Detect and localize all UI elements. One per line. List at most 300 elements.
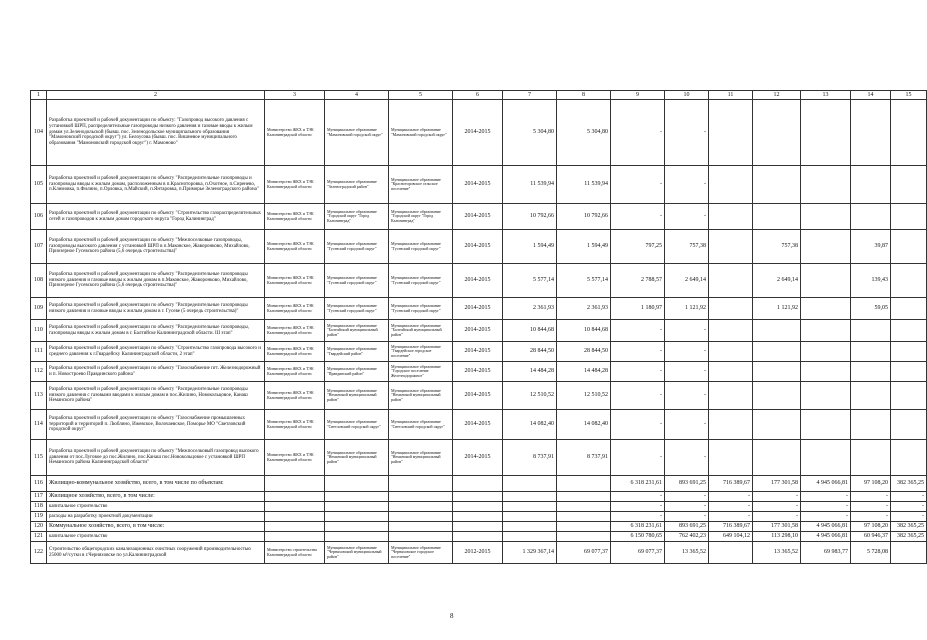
responsible-party-cell: Муниципальное образование "Гусевский городской округ"	[389, 230, 453, 264]
responsible-party-cell: Муниципальное образование "Черняховское городское поселение"	[389, 542, 453, 564]
object-description-cell: Разработка проектной и рабочей документации по объекту "Распределительные газопроводы низкого давления и газовые вводы к жилым домам в п.Маковское, Жаворонково, Михайлово, Приозерное Гусевского района (5,6 очередь строительства)"	[47, 264, 265, 298]
amount-cell	[557, 532, 611, 542]
amount-cell: 1 594,49	[557, 230, 611, 264]
row-number-cell: 113	[31, 382, 47, 410]
table-row	[31, 512, 927, 522]
responsible-party-cell: Муниципальное образование "Неманский муниципальный район"	[325, 440, 389, 476]
amount-cell	[557, 502, 611, 512]
responsible-party-cell: Муниципальное образование "Черняховский муниципальный район"	[325, 542, 389, 564]
object-description-cell: Разработка проектной и рабочей документации по объекту "Распределительные газопроводы и газопроводы вводы к жилым домам, расположенным в п.Красноторовка, п.Охотное, п.Сиренево, п.Климовка, п.Филино, п.Орловка, п.Майский, п.Янтаровка, п.Приморье Зеленоградского района"	[47, 166, 265, 204]
amount-cell	[801, 264, 851, 298]
amount-cell: 4 945 066,81	[801, 476, 851, 492]
object-description-cell: капитальное строительство	[47, 502, 265, 512]
responsible-party-cell	[389, 532, 453, 542]
amount-cell: 10 792,66	[503, 204, 557, 230]
table-body	[31, 91, 927, 564]
period-cell: 2014-2015	[453, 342, 503, 362]
amount-cell: -	[665, 166, 709, 204]
responsible-party-cell: Министерство строительства Калининградской области	[265, 542, 325, 564]
period-cell: 2014-2015	[453, 440, 503, 476]
responsible-party-cell: Министерство ЖКХ и ТЭК Калининградской области	[265, 382, 325, 410]
responsible-party-cell: Министерство ЖКХ и ТЭК Калининградской области	[265, 264, 325, 298]
period-cell: 2014-2015	[453, 100, 503, 166]
amount-cell	[801, 320, 851, 342]
row-number-cell: 109	[31, 298, 47, 320]
amount-cell	[801, 230, 851, 264]
amount-cell: 893 691,25	[665, 522, 709, 532]
responsible-party-cell	[389, 492, 453, 502]
amount-cell: 13 365,52	[665, 542, 709, 564]
amount-cell: -	[665, 204, 709, 230]
responsible-party-cell	[325, 522, 389, 532]
amount-cell: 14 484,28	[503, 362, 557, 382]
amount-cell	[709, 204, 753, 230]
responsible-party-cell: Муниципальное образование "Гусевский городской округ"	[325, 264, 389, 298]
amount-cell: 757,38	[753, 230, 801, 264]
amount-cell: 10 844,68	[503, 320, 557, 342]
amount-cell: -	[753, 512, 801, 522]
responsible-party-cell	[325, 492, 389, 502]
responsible-party-cell	[389, 502, 453, 512]
responsible-party-cell	[389, 512, 453, 522]
period-cell	[453, 522, 503, 532]
amount-cell: 1 594,49	[503, 230, 557, 264]
object-description-cell: Строительство общегородских канализационных очистных сооружений производительностью 25000 м³/сутки в г.Черняховске по ул.Калининградской	[47, 542, 265, 564]
amount-cell	[753, 382, 801, 410]
amount-cell: -	[851, 512, 891, 522]
amount-cell	[801, 298, 851, 320]
amount-cell: -	[611, 440, 665, 476]
table-row	[31, 522, 927, 532]
amount-cell	[801, 362, 851, 382]
responsible-party-cell: Министерство ЖКХ и ТЭК Калининградской области	[265, 230, 325, 264]
column-number-cell: 7	[503, 91, 557, 100]
amount-cell	[709, 342, 753, 362]
header-row	[31, 91, 927, 100]
object-description-cell: Разработка проектной и рабочей документации по объекту "Газоснабжение промышленных территорий и территорий п. Люблино, Ижевское, Волочаевское, Поморье МО "Светловский городской округ"	[47, 410, 265, 440]
period-cell: 2014-2015	[453, 320, 503, 342]
amount-cell	[891, 320, 927, 342]
row-number-cell: 108	[31, 264, 47, 298]
responsible-party-cell: Муниципальное образование "Правдинский район"	[325, 362, 389, 382]
amount-cell: 6 318 231,61	[611, 522, 665, 532]
amount-cell: -	[611, 502, 665, 512]
amount-cell: -	[665, 502, 709, 512]
amount-cell	[891, 342, 927, 362]
amount-cell: 14 484,28	[557, 362, 611, 382]
amount-cell	[851, 100, 891, 166]
amount-cell	[891, 100, 927, 166]
amount-cell: 11 539,94	[503, 166, 557, 204]
responsible-party-cell	[265, 476, 325, 492]
row-number-cell: 120	[31, 522, 47, 532]
object-description-cell: Разработка проектной и рабочей документации по объекту "Строительство газопровода высокого и среднего давления к г.Гвардейску Калининградской области, 2 этап"	[47, 342, 265, 362]
row-number-cell: 118	[31, 502, 47, 512]
amount-cell: 11 539,94	[557, 166, 611, 204]
row-number-cell: 115	[31, 440, 47, 476]
amount-cell: 893 691,25	[665, 476, 709, 492]
table-row	[31, 342, 927, 362]
amount-cell: -	[665, 100, 709, 166]
amount-cell: -	[611, 100, 665, 166]
amount-cell: 716 389,67	[709, 476, 753, 492]
responsible-party-cell: Муниципальное образование "Красноторовское сельское поселение"	[389, 166, 453, 204]
amount-cell: 1 121,92	[753, 298, 801, 320]
object-description-cell: Разработка проектной и рабочей документации по объекту "Межпоселковые газопроводы, газопроводы высокого давления с установкой ШРП в п.Маковское, Жаворонково, Михайлово, Приозерное Гусевского района (5,6 очередь строительства)"	[47, 230, 265, 264]
amount-cell: -	[753, 492, 801, 502]
amount-cell: 1 121,92	[665, 298, 709, 320]
responsible-party-cell: Министерство ЖКХ и ТЭК Калининградской области	[265, 362, 325, 382]
amount-cell: 97 108,20	[851, 522, 891, 532]
table-row	[31, 440, 927, 476]
amount-cell	[851, 362, 891, 382]
amount-cell: -	[709, 502, 753, 512]
responsible-party-cell: Муниципальное образование "Гусевский городской округ"	[325, 298, 389, 320]
amount-cell: 139,43	[851, 264, 891, 298]
amount-cell: 382 365,25	[891, 532, 927, 542]
object-description-cell: Разработка проектной и рабочей документации по объекту "Газоснабжение пгт. Железнодорожный и п. Новостроево Правдинского района"	[47, 362, 265, 382]
amount-cell	[851, 382, 891, 410]
responsible-party-cell: Муниципальное образование "Гусевский городской округ"	[389, 298, 453, 320]
amount-cell	[709, 320, 753, 342]
amount-cell	[557, 476, 611, 492]
object-description-cell: Разработка проектной и рабочей документации по объекту "Распределительные газопроводы низкого давления с газовыми вводами к жилым домам в пос.Жилино, Новокольцовое, Канаш Неманского района"	[47, 382, 265, 410]
column-number-cell: 4	[325, 91, 389, 100]
page-number: 8	[450, 612, 454, 620]
period-cell	[453, 512, 503, 522]
row-number-cell: 106	[31, 204, 47, 230]
table-row	[31, 100, 927, 166]
amount-cell: 12 510,52	[503, 382, 557, 410]
amount-cell	[709, 542, 753, 564]
amount-cell: -	[851, 502, 891, 512]
row-number-cell: 105	[31, 166, 47, 204]
responsible-party-cell: Муниципальное образование "Городское поселение Железнодорожное"	[389, 362, 453, 382]
responsible-party-cell	[389, 476, 453, 492]
amount-cell: -	[753, 502, 801, 512]
amount-cell	[557, 512, 611, 522]
amount-cell	[851, 440, 891, 476]
amount-cell: 14 082,40	[503, 410, 557, 440]
column-number-cell: 14	[851, 91, 891, 100]
amount-cell: 5 304,80	[503, 100, 557, 166]
table-row	[31, 204, 927, 230]
amount-cell	[709, 362, 753, 382]
responsible-party-cell: Министерство ЖКХ и ТЭК Калининградской области	[265, 410, 325, 440]
amount-cell	[709, 100, 753, 166]
responsible-party-cell: Муниципальное образование "Гвардейский район"	[325, 342, 389, 362]
amount-cell: 1 180,97	[611, 298, 665, 320]
amount-cell	[503, 476, 557, 492]
amount-cell	[503, 512, 557, 522]
row-number-cell: 111	[31, 342, 47, 362]
amount-cell: 2 361,93	[557, 298, 611, 320]
table-row	[31, 502, 927, 512]
amount-cell: 28 844,50	[503, 342, 557, 362]
amount-cell	[891, 264, 927, 298]
row-number-cell: 119	[31, 512, 47, 522]
amount-cell	[753, 204, 801, 230]
amount-cell	[753, 100, 801, 166]
period-cell: 2014-2015	[453, 230, 503, 264]
table-row	[31, 230, 927, 264]
responsible-party-cell: Муниципальное образование "Мамоновский городской округ"	[325, 100, 389, 166]
table-row	[31, 264, 927, 298]
amount-cell: -	[665, 320, 709, 342]
amount-cell: 5 577,14	[503, 264, 557, 298]
amount-cell: 2 649,14	[665, 264, 709, 298]
period-cell	[453, 502, 503, 512]
amount-cell: -	[801, 502, 851, 512]
column-number-cell: 15	[891, 91, 927, 100]
amount-cell: 6 318 231,61	[611, 476, 665, 492]
amount-cell	[753, 166, 801, 204]
amount-cell: -	[665, 342, 709, 362]
period-cell: 2012-2015	[453, 542, 503, 564]
amount-cell: 59,05	[851, 298, 891, 320]
object-description-cell: расходы на разработку проектной документации	[47, 512, 265, 522]
responsible-party-cell	[265, 502, 325, 512]
amount-cell: 12 510,52	[557, 382, 611, 410]
table-row	[31, 492, 927, 502]
responsible-party-cell: Муниципальное образование "Зеленоградский район"	[325, 166, 389, 204]
amount-cell: 2 788,57	[611, 264, 665, 298]
object-description-cell: Разработка проектной и рабочей документации по объекту "Распределительные газопроводы, газопроводы вводы к жилым домам в г. Балтийске Калининградской области. III этап"	[47, 320, 265, 342]
period-cell: 2014-2015	[453, 382, 503, 410]
amount-cell: 382 365,25	[891, 522, 927, 532]
amount-cell	[503, 532, 557, 542]
amount-cell	[753, 362, 801, 382]
amount-cell: 4 945 066,81	[801, 522, 851, 532]
period-cell	[453, 492, 503, 502]
amount-cell	[801, 410, 851, 440]
amount-cell: -	[611, 342, 665, 362]
responsible-party-cell: Муниципальное образование "Мамоновский городской округ"	[389, 100, 453, 166]
responsible-party-cell: Муниципальное образование "Балтийский муниципальный район"	[389, 320, 453, 342]
document-sheet	[30, 90, 924, 564]
amount-cell: 762 402,23	[665, 532, 709, 542]
object-description-cell: Разработка проектной и рабочей документации по объекту "Межпоселковый газопровод высокого давления от пос.Луговое до пос.Жилино, пос.Канаш пос.Новокольцовое с установкой ШРП Неманского района Калининградской области"	[47, 440, 265, 476]
responsible-party-cell: Муниципальное образование "Светловский городской округ"	[325, 410, 389, 440]
amount-cell: -	[665, 382, 709, 410]
amount-cell	[557, 522, 611, 532]
period-cell	[453, 532, 503, 542]
row-number-cell: 112	[31, 362, 47, 382]
amount-cell: 97 108,20	[851, 476, 891, 492]
amount-cell: 69 077,37	[557, 542, 611, 564]
column-number-cell: 9	[611, 91, 665, 100]
amount-cell	[503, 522, 557, 532]
object-description-cell: Разработка проектной и рабочей документации по объекту "Строительство газораспределительных сетей и газопроводов к жилым домам городского округа "Город Калининград"	[47, 204, 265, 230]
amount-cell	[709, 382, 753, 410]
responsible-party-cell: Муниципальное образование "Гусевский городской округ"	[325, 230, 389, 264]
amount-cell: 797,25	[611, 230, 665, 264]
responsible-party-cell	[265, 532, 325, 542]
amount-cell: 716 389,67	[709, 522, 753, 532]
row-number-cell: 104	[31, 100, 47, 166]
responsible-party-cell	[325, 476, 389, 492]
column-number-cell: 10	[665, 91, 709, 100]
responsible-party-cell: Муниципальное образование "Гусевский городской округ"	[389, 264, 453, 298]
responsible-party-cell	[265, 522, 325, 532]
amount-cell: -	[611, 320, 665, 342]
amount-cell: 5 728,08	[851, 542, 891, 564]
responsible-party-cell	[265, 492, 325, 502]
amount-cell	[801, 440, 851, 476]
amount-cell	[709, 264, 753, 298]
amount-cell	[891, 204, 927, 230]
amount-cell	[891, 230, 927, 264]
amount-cell: 177 301,58	[753, 522, 801, 532]
amount-cell	[891, 410, 927, 440]
amount-cell: -	[709, 492, 753, 502]
amount-cell: 10 792,66	[557, 204, 611, 230]
responsible-party-cell: Муниципальное образование "Неманский муниципальный район"	[325, 382, 389, 410]
amount-cell: -	[709, 512, 753, 522]
table-row	[31, 382, 927, 410]
amount-cell: -	[891, 512, 927, 522]
amount-cell: 10 844,68	[557, 320, 611, 342]
column-number-cell: 2	[47, 91, 265, 100]
row-number-cell: 114	[31, 410, 47, 440]
object-description-cell: Разработка проектной и рабочей документации по объекту "Распределительные газопроводы низкого давления и газовые вводы к жилым домам в г. Гусеве (5 очередь строительства)"	[47, 298, 265, 320]
responsible-party-cell: Министерство ЖКХ и ТЭК Калининградской области	[265, 100, 325, 166]
amount-cell: -	[611, 492, 665, 502]
amount-cell: -	[891, 492, 927, 502]
amount-cell: -	[665, 512, 709, 522]
amount-cell	[557, 492, 611, 502]
amount-cell	[801, 100, 851, 166]
amount-cell: 4 945 066,81	[801, 532, 851, 542]
amount-cell: -	[611, 166, 665, 204]
amount-cell: -	[665, 492, 709, 502]
amount-cell	[891, 542, 927, 564]
responsible-party-cell: Министерство ЖКХ и ТЭК Калининградской области	[265, 342, 325, 362]
object-description-cell: капитальное строительство	[47, 532, 265, 542]
amount-cell	[709, 410, 753, 440]
amount-cell: -	[665, 440, 709, 476]
amount-cell: 2 649,14	[753, 264, 801, 298]
amount-cell	[891, 440, 927, 476]
table-row	[31, 410, 927, 440]
amount-cell	[709, 166, 753, 204]
amount-cell: 2 361,93	[503, 298, 557, 320]
amount-cell	[851, 342, 891, 362]
amount-cell: -	[611, 362, 665, 382]
amount-cell: 5 577,14	[557, 264, 611, 298]
amount-cell	[801, 382, 851, 410]
row-number-cell: 122	[31, 542, 47, 564]
responsible-party-cell: Министерство ЖКХ и ТЭК Калининградской области	[265, 440, 325, 476]
table-row	[31, 532, 927, 542]
row-number-cell: 110	[31, 320, 47, 342]
amount-cell	[503, 492, 557, 502]
responsible-party-cell: Министерство ЖКХ и ТЭК Калининградской области	[265, 204, 325, 230]
column-number-cell: 1	[31, 91, 47, 100]
amount-cell: -	[801, 492, 851, 502]
responsible-party-cell	[325, 502, 389, 512]
period-cell: 2014-2015	[453, 362, 503, 382]
responsible-party-cell: Муниципальное образование "Светловский городской округ"	[389, 410, 453, 440]
row-number-cell: 121	[31, 532, 47, 542]
responsible-party-cell	[325, 512, 389, 522]
amount-cell	[891, 166, 927, 204]
row-number-cell: 117	[31, 492, 47, 502]
amount-cell: 8 737,91	[557, 440, 611, 476]
amount-cell: 69 077,37	[611, 542, 665, 564]
amount-cell	[709, 230, 753, 264]
amount-cell	[753, 342, 801, 362]
amount-cell	[891, 362, 927, 382]
amount-cell: 39,87	[851, 230, 891, 264]
column-number-cell: 11	[709, 91, 753, 100]
amount-cell	[891, 298, 927, 320]
amount-cell	[753, 320, 801, 342]
amount-cell: 8 737,91	[503, 440, 557, 476]
table-row	[31, 362, 927, 382]
amount-cell: 113 298,10	[753, 532, 801, 542]
period-cell: 2014-2015	[453, 410, 503, 440]
amount-cell: 69 983,77	[801, 542, 851, 564]
column-number-cell: 8	[557, 91, 611, 100]
amount-cell	[891, 382, 927, 410]
amount-cell: 13 365,52	[753, 542, 801, 564]
responsible-party-cell	[389, 522, 453, 532]
period-cell: 2014-2015	[453, 264, 503, 298]
amount-cell: 6 150 780,65	[611, 532, 665, 542]
responsible-party-cell: Министерство ЖКХ и ТЭК Калининградской области	[265, 320, 325, 342]
column-number-cell: 13	[801, 91, 851, 100]
amount-cell: -	[611, 410, 665, 440]
responsible-party-cell	[265, 512, 325, 522]
amount-cell	[851, 204, 891, 230]
object-description-cell: Жилищное хозяйство, всего, в том числе:	[47, 492, 265, 502]
responsible-party-cell	[325, 532, 389, 542]
period-cell	[453, 476, 503, 492]
table-row	[31, 166, 927, 204]
amount-cell	[851, 410, 891, 440]
period-cell: 2014-2015	[453, 298, 503, 320]
object-description-cell: Разработка проектной и рабочей документации по объекту: "Газопровод высокого давления с установкой ШРП, распределительные газопроводы низкого давления и газовые вводы к жилым домам ул.Зеленодольской (бывш. пос. Зеленодольское муниципального образования "Мамоновский городской округ") ул. Белоусова (бывш. пос. Вишневое муниципального образования "Мамоновский городской округ") г. Мамоново"	[47, 100, 265, 166]
row-number-cell: 116	[31, 476, 47, 492]
table-row	[31, 320, 927, 342]
responsible-party-cell: Муниципальное образование "Городской округ "Город Калининград"	[389, 204, 453, 230]
amount-cell	[851, 166, 891, 204]
amount-cell	[801, 204, 851, 230]
amount-cell	[709, 298, 753, 320]
amount-cell	[801, 166, 851, 204]
column-number-cell: 3	[265, 91, 325, 100]
period-cell: 2014-2015	[453, 166, 503, 204]
object-description-cell: Коммунальное хозяйство, всего, в том числе:	[47, 522, 265, 532]
amount-cell: -	[851, 492, 891, 502]
amount-cell	[753, 410, 801, 440]
amount-cell	[503, 502, 557, 512]
amount-cell: 14 082,40	[557, 410, 611, 440]
responsible-party-cell: Муниципальное образование "Гвардейское городское поселение"	[389, 342, 453, 362]
amount-cell	[851, 320, 891, 342]
row-number-cell: 107	[31, 230, 47, 264]
responsible-party-cell: Министерство ЖКХ и ТЭК Калининградской области	[265, 298, 325, 320]
program-table	[30, 90, 927, 564]
object-description-cell: Жилищно-коммунальное хозяйство, всего, в том числе по объектам:	[47, 476, 265, 492]
amount-cell	[709, 440, 753, 476]
amount-cell: 649 104,12	[709, 532, 753, 542]
amount-cell: 1 329 367,14	[503, 542, 557, 564]
amount-cell: 5 304,80	[557, 100, 611, 166]
table-row	[31, 542, 927, 564]
responsible-party-cell: Муниципальное образование "Неманский муниципальный район"	[389, 382, 453, 410]
